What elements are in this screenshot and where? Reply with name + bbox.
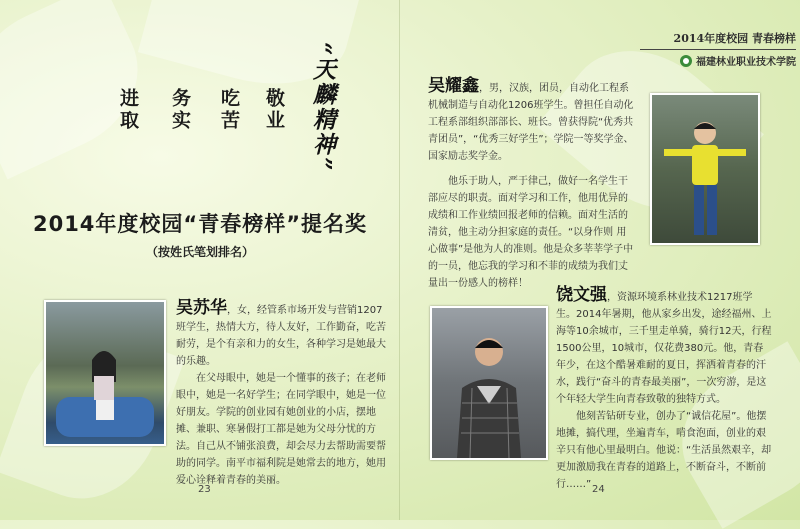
person-name: 吴耀鑫 — [428, 76, 479, 96]
page-number-left: 23 — [198, 484, 211, 495]
banner-school — [640, 53, 796, 68]
virtue-chiku: 吃苦 — [218, 88, 240, 132]
person-paragraph: 他乐于助人，严于律己，做好一名学生干部应尽的职责。面对学习和工作，他用优异的成绩和工作业绩回报老师的信赖。面对生活的清贫，他主动分担家庭的责任。“以身作则 用心做事”是他为人的准则。他是众多莘莘学子中的一员，他忘我的学习和不菲的成绩为我们丈量出一份感人的榜样！ — [428, 176, 634, 289]
person-name: 饶文强 — [556, 285, 607, 305]
bio-wu-yaoxin — [428, 78, 634, 292]
person-paragraph: 他刻苦钻研专业，创办了“诚信花屋”。他摆地摊，搞代理，坐遍青车，啃食泡面，创业的艰辛只有他心里最明白。他说：“生活虽然艰辛，却更加激励我在青春的道路上，不断奋斗，不断前行……” — [556, 411, 772, 490]
portrait-illustration — [432, 308, 546, 458]
bio-wu-suhua — [176, 300, 386, 489]
person-intro: ，男，汉族，团员，自动化工程系机械制造与自动化1206班学生。曾担任自动化工程系部组织部部长、班长。曾获得院“优秀共青团员”，“优秀三好学生”；学院一等奖学金、国家励志奖学金。 — [428, 83, 634, 162]
page-number-right: 24 — [592, 484, 605, 495]
virtue-jinqu: 进取 — [117, 88, 139, 132]
school-logo-icon — [680, 55, 692, 67]
virtue-wushi: 务实 — [169, 88, 191, 132]
portrait-illustration — [652, 95, 758, 243]
school-name: 福建林业职业技术学院 — [696, 57, 796, 68]
portrait-illustration — [46, 302, 164, 444]
header-banner — [640, 30, 796, 68]
person-paragraph: 在父母眼中，她是一个懂事的孩子；在老师眼中，她是一名好学生；在同学眼中，她是一位好朋友。学院的创业园有她创业的小店，摆地摊、兼职、寒暑假打工都是她为父母分忧的方法。自己从不铺张浪费，却会尽力去帮助需要帮助的同学。南平市福利院是她常去的地方，她用爱心诠释着青春的美丽。 — [176, 373, 386, 486]
photo-wu-yaoxin — [650, 93, 760, 245]
banner-rule — [640, 49, 796, 50]
person-name: 吴苏华 — [176, 298, 227, 318]
spirit-title: “天麟精神” — [309, 42, 336, 173]
award-subtitle: （按姓氏笔划排名） — [145, 245, 254, 259]
bio-rao-wenqiang — [556, 287, 772, 493]
person-intro: ，女，经管系市场开发与营销1207班学生，热情大方，待人友好，工作勤奋，吃苦耐劳，是个有亲和力的女生，各种学习是她最大的乐趣。 — [176, 305, 386, 367]
banner-title: 2014年度校园 青春榜样 — [673, 32, 796, 45]
photo-rao-wenqiang — [430, 306, 548, 460]
virtue-jingye: 敬业 — [263, 88, 285, 132]
photo-wu-suhua — [44, 300, 166, 446]
person-intro: ，资源环境系林业技术1217班学生。2014年暑期，他从家乡出发，途经福州、上海等10余城市，三千里走单骑，骑行12天，行程1500公里，10城市，仅花费380元。他，青春年少，在这个酷暑难耐的夏日，挥洒着青春的汗水，践行“奋斗的青春最美丽”，一次穷游，是这个年轻大学生向青春致敬的独特方式。 — [556, 292, 772, 405]
page-fold — [399, 0, 400, 520]
award-title: 2014年度校园“青春榜样”提名奖 — [32, 212, 368, 236]
